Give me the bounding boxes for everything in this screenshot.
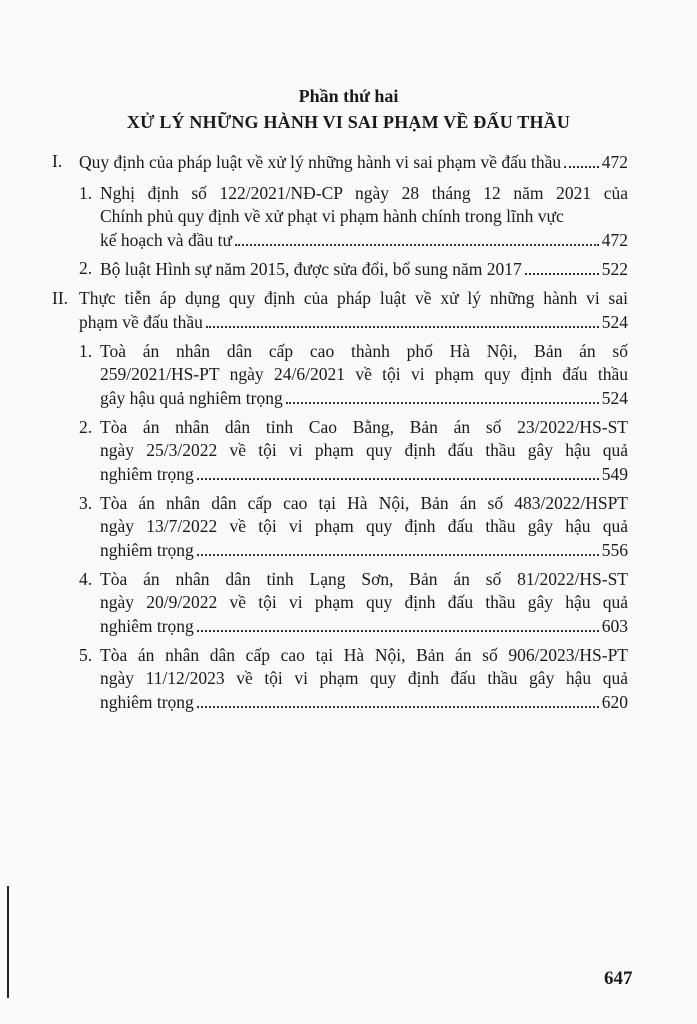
toc-entry[interactable]	[79, 150, 628, 173]
toc-entry-text: kế hoạch và đầu tư	[100, 230, 232, 250]
toc-entry-text: Nghị định số 122/2021/NĐ-CP ngày 28 tháng 12 năm 2021 của	[100, 183, 628, 203]
item-number: 2.	[79, 417, 93, 437]
dot-leader	[197, 538, 599, 556]
toc-page-number: 556	[601, 540, 628, 560]
toc-entry-text: nghiêm trọng	[100, 464, 194, 484]
toc-entry[interactable]	[100, 462, 628, 485]
toc-page-number: 522	[601, 259, 628, 279]
toc-entry-text: ngày 25/3/2022 về tội vi phạm quy định đấu thầu gây hậu quả	[100, 440, 628, 460]
toc-entry[interactable]	[100, 538, 628, 561]
toc-entry-text: phạm về đấu thầu	[79, 312, 203, 332]
toc-entry-text: ngày 11/12/2023 về tội vi phạm quy định đấu thầu gây hậu quả	[100, 668, 628, 688]
dot-leader	[235, 228, 599, 246]
toc-page-number: 472	[601, 230, 628, 250]
toc-entry-text: Quy định của pháp luật về xử lý những hành vi sai phạm về đấu thầu	[79, 152, 562, 172]
item-number: 1.	[79, 341, 93, 361]
toc-entry-text: Tòa án nhân dân cấp cao tại Hà Nội, Bản án số 483/2022/HSPT	[100, 493, 628, 513]
section-numeral: I.	[52, 151, 63, 171]
toc-entry-text: nghiêm trọng	[100, 692, 194, 712]
toc-entry-text: Tòa án nhân dân cấp cao tại Hà Nội, Bản án số 906/2023/HS-PT	[100, 645, 628, 665]
dot-leader	[525, 257, 599, 275]
page-number: 647	[604, 968, 633, 989]
toc-entry-text: ngày 13/7/2022 về tội vi phạm quy định đấu thầu gây hậu quả	[100, 516, 628, 536]
item-number: 5.	[79, 645, 93, 665]
toc-entry-text: nghiêm trọng	[100, 616, 194, 636]
toc-entry[interactable]	[100, 690, 628, 713]
toc-entry-text: Thực tiễn áp dụng quy định của pháp luật về xử lý những hành vi sai	[79, 288, 628, 308]
toc-page-number: 472	[601, 152, 628, 172]
toc-entry[interactable]	[79, 310, 628, 333]
dot-leader	[197, 462, 599, 480]
toc-entry[interactable]	[100, 614, 628, 637]
item-number: 3.	[79, 493, 93, 513]
toc-page-number: 524	[601, 312, 628, 332]
toc-entry[interactable]	[100, 386, 628, 409]
dot-leader	[197, 614, 599, 632]
toc-entry-text: Tòa án nhân dân tỉnh Lạng Sơn, Bản án số 81/2022/HS-ST	[100, 569, 628, 589]
toc-entry-text: nghiêm trọng	[100, 540, 194, 560]
dot-leader	[197, 690, 599, 708]
dot-leader	[286, 386, 599, 404]
toc-page-number: 549	[601, 464, 628, 484]
toc-entry-text: Toà án nhân dân cấp cao thành phố Hà Nội, Bản án số	[100, 341, 628, 361]
dot-leader	[206, 310, 599, 328]
toc-entry-text: gây hậu quả nghiêm trọng	[100, 388, 283, 408]
chapter-heading: XỬ LÝ NHỮNG HÀNH VI SAI PHẠM VỀ ĐẤU THẦU	[126, 112, 571, 132]
toc-entry-text: Bộ luật Hình sự năm 2015, được sửa đổi, bổ sung năm 2017	[100, 259, 522, 279]
toc-entry[interactable]	[100, 228, 628, 251]
toc-page-number: 603	[601, 616, 628, 636]
item-number: 2.	[79, 258, 93, 278]
item-number: 4.	[79, 569, 93, 589]
toc-entry-text: Tòa án nhân dân tỉnh Cao Bằng, Bản án số 23/2022/HS-ST	[100, 417, 628, 437]
section-numeral: II.	[52, 288, 69, 308]
part-label: Phần thứ hai	[298, 86, 399, 106]
toc-entry-text: ngày 20/9/2022 về tội vi phạm quy định đấu thầu gây hậu quả	[100, 592, 628, 612]
toc-page-number: 524	[601, 388, 628, 408]
toc-entry-text: Chính phủ quy định về xử phạt vi phạm hành chính trong lĩnh vực	[100, 206, 564, 226]
toc-entry[interactable]	[100, 257, 628, 280]
dot-leader	[564, 150, 599, 168]
toc-entry-text: 259/2021/HS-PT ngày 24/6/2021 về tội vi phạm quy định đấu thầu	[100, 364, 628, 384]
toc-page-number: 620	[601, 692, 628, 712]
item-number: 1.	[79, 183, 93, 203]
page-edge-line	[7, 886, 9, 998]
